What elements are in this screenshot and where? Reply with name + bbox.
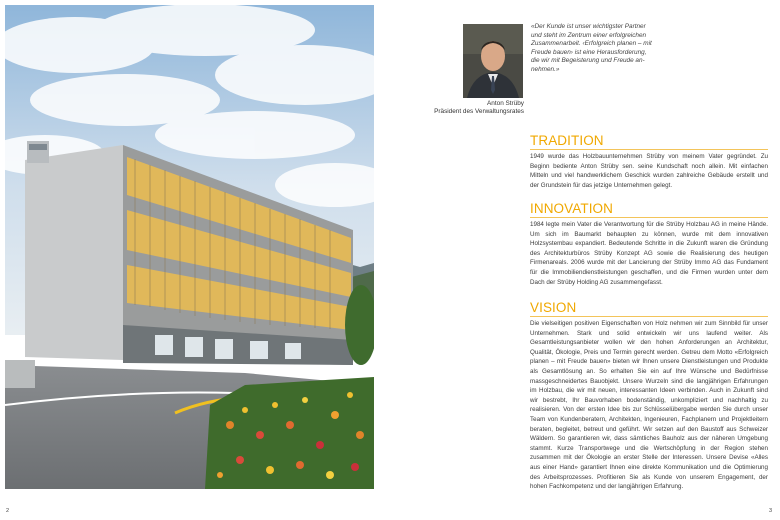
section-heading-vision: VISION — [530, 301, 768, 317]
section-innovation — [530, 202, 768, 287]
section-body-tradition: 1949 wurde das Holzbauunternehmen Strüby von meinem Vater gegründet. Zu Beginn bediente Anton Strüby sen. seine Kundschaft noch allein. Mit einfachen Mitteln und viel handwerklichem Geschick wurden zahlreiche Gebäude erstellt und der Grundstein für das jetzige Unternehmen gelegt. — [530, 153, 768, 189]
caption-role: Präsident des Verwaltungsrates — [434, 108, 524, 115]
pull-quote: «Der Kunde ist unser wichtigster Partner und steht im Zentrum einer erfolgreichen Zusammenarbeit. ‹Erfolgreich planen – mit Freude bauen› ist eine Herausforderung, die wir mit Begeisterung und Freude an-nehmen.» — [531, 23, 652, 73]
page-number-left: 2 — [6, 508, 10, 514]
section-heading-tradition: TRADITION — [530, 134, 768, 150]
section-body-innovation: 1984 legte mein Vater die Verantwortung für die Strüby Holzbau AG in meine Hände. Um sich im Baumarkt behaupten zu können, wurde mit dem innovativen Holzsystembau expandiert. Bedeutende Schritte in die Zukunft waren die Gründung des Architekturbüros Strüby Konzept AG sowie die Realisierung des heutigen Firmenareals. 2006 wurde mit der Lancierung der Strüby Immo AG das Fundament für die Immobiliendienstleistungen geschaffen, und die Firmen wurden unter dem Dach der Strüby Holding AG zusammengefasst. — [530, 221, 768, 286]
section-body-vision: Die vielseitigen positiven Eigenschaften von Holz nehmen wir zum Sinnbild für unser Unternehmen. Stark und solid entwickeln wir uns laufend weiter. Als Gesamtleistungsanbieter wollen wir den hohen Anforderungen an Architektur, Qualität, Ökologie, Preis und Termin gerecht werden. Getreu dem Motto «Erfolgreich planen – mit Freude bauen» bieten wir Ihnen unsere Dienstleistungen und Produkte als Gesamtlösung an. So erhalten Sie ein auf Ihre Wünsche und Bedürfnisse massgeschneidertes Bauobjekt. Unsere Wurzeln sind die langjährigen Erfahrungen im Holzbau, die wir mit neuen, interessanten Ideen verbinden. Auch in Zukunft sind wir bestrebt, Ihr Bauvorhaben bodenständig, unkompliziert und nachhaltig zu realisieren. Von der ersten Idee bis zur Schlüsselübergabe werden Sie durch unser Team von Kundenberatern, Architekten, Ingenieuren, Fachplanern und Projektleitern beraten, begleitet, betreut und geführt. Wir setzen auf den Baustoff aus Schweizer Wäldern. So garantieren wir, dass sämtliches Bauholz aus der näheren Umgebung stammt. Kurze Transportwege und die Wertschöpfung in der Region stehen zusammen mit der Ökologie an erster Stelle der Interessen. Unsere Devise «Alles aus einer Hand» garantiert Ihnen eine direkte Kommunikation und die Optimierung des Arbeitsprozesses. Profitieren Sie als Kunde von unserem Engagement, der hohen Fachkompetenz und der langjährigen Erfahrung. — [530, 320, 768, 491]
section-vision — [530, 301, 768, 492]
section-tradition — [530, 134, 768, 190]
caption-name: Anton Strüby — [487, 100, 524, 107]
portrait-photo — [463, 24, 523, 98]
portrait-caption — [400, 100, 524, 116]
building-photo — [5, 5, 374, 489]
section-heading-innovation: INNOVATION — [530, 202, 768, 218]
portrait-image — [463, 24, 523, 98]
building-photo-image — [5, 5, 374, 489]
page-number-right: 3 — [769, 508, 773, 514]
